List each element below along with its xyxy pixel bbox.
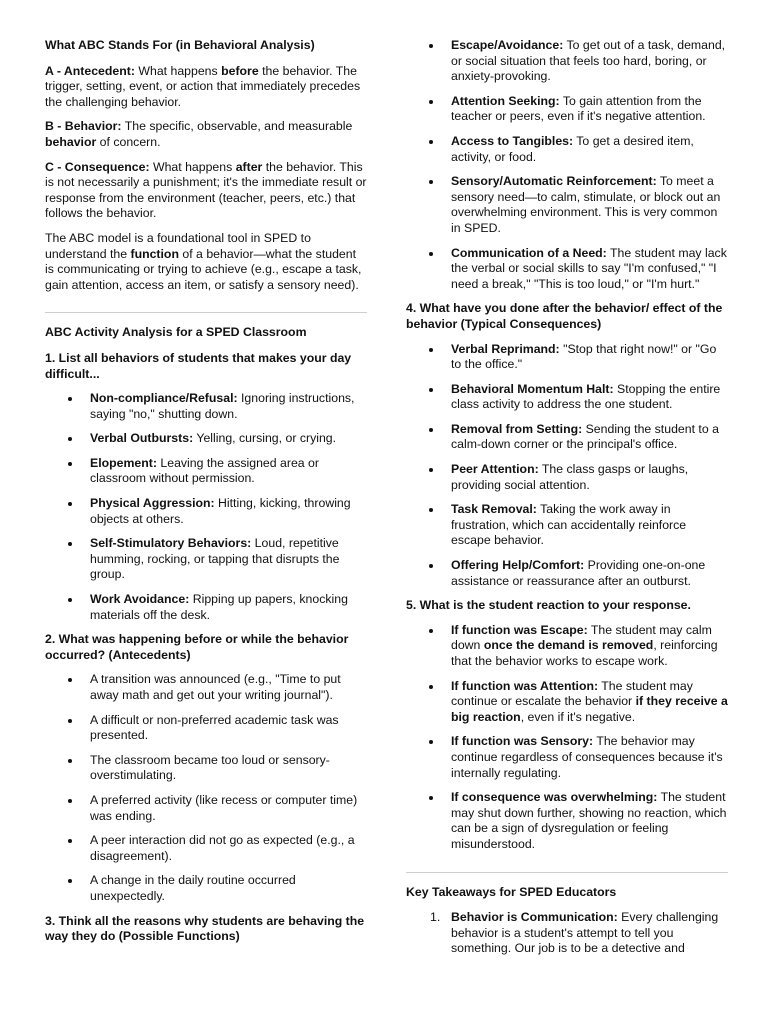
list-item [45, 592, 367, 623]
list-item [406, 910, 728, 957]
list-item [45, 793, 367, 824]
bold-text: once the demand is removed [483, 638, 654, 653]
bold-text: Non-compliance/Refusal: [90, 391, 238, 406]
bold-text: Verbal Outbursts: [90, 431, 194, 446]
consequences-list [406, 342, 728, 590]
bold-text: if they receive a big reaction [451, 694, 728, 724]
list-item [45, 496, 367, 527]
right-column [406, 38, 728, 966]
section-divider [406, 872, 728, 873]
bold-text: Verbal Reprimand: [451, 341, 560, 356]
text-run: A transition was announced (e.g., "Time to put away math and get out your writing journal"). [90, 672, 341, 702]
text-run: Hitting, kicking, throwing objects at others. [90, 496, 351, 526]
list-item [406, 558, 728, 589]
text-run: The student may lack the verbal or social skills to say "I'm confused," "I need a break," "This is too loud," or "I'm hurt." [451, 245, 727, 291]
list-item [406, 502, 728, 549]
text-run: of a behavior—what the student is communicating or trying to achieve (e.g., escape a task, gain attention, access an item, or satisfy a sensory need). [45, 246, 362, 292]
bold-text: Peer Attention: [451, 462, 539, 477]
bold-text: A - Antecedent: [45, 63, 135, 78]
list-item [45, 672, 367, 703]
bold-text: behavior [45, 134, 97, 149]
text-run: Stopping the entire class activity to address the one student. [451, 381, 721, 412]
list-item [406, 342, 728, 373]
text-run: , reinforcing that the behavior works to escape work. [451, 638, 718, 668]
text-run: To gain attention from the teacher or peers, even if it's negative attention. [451, 93, 706, 124]
bold-text: Attention Seeking: [451, 93, 560, 108]
text-run: A preferred activity (like recess or computer time) was ending. [90, 792, 358, 823]
text-run: of concern. [96, 134, 161, 149]
bold-text: Self-Stimulatory Behaviors: [90, 536, 252, 551]
bold-text: Physical Aggression: [90, 496, 215, 511]
intro-title: What ABC Stands For (in Behavioral Analysis) [45, 38, 315, 52]
bold-text: B - Behavior: [45, 119, 122, 134]
bold-text: If function was Attention: [451, 678, 599, 693]
list-item [406, 790, 728, 852]
text-run: To get a desired item, activity, or food. [451, 133, 694, 164]
bold-text: before [221, 63, 259, 78]
bold-text: Access to Tangibles: [451, 133, 574, 148]
list-item [45, 873, 367, 904]
text-run: the behavior. The trigger, setting, event, or action that immediately precedes the challenging behavior. [45, 63, 361, 109]
text-run: Every challenging behavior is a student's attempt to tell you something. Our job is to be a detective and [451, 910, 719, 956]
bold-text: function [130, 246, 179, 261]
list-item [406, 382, 728, 413]
text-run: To get out of a task, demand, or social situation that feels too hard, boring, or anxiety-provoking. [451, 38, 726, 84]
list-item [45, 536, 367, 583]
text-run: Yelling, cursing, or crying. [193, 431, 337, 446]
text-run: The ABC model is a foundational tool in SPED to understand the [45, 230, 311, 261]
list-item [406, 134, 728, 165]
text-run: The student may calm down [451, 622, 712, 653]
text-run: Loud, repetitive humming, rocking, or tapping that disrupts the group. [90, 536, 340, 582]
text-run: Ignoring instructions, saying "no," shutting down. [90, 391, 355, 421]
list-item [45, 391, 367, 422]
text-run: To meet a sensory need—to calm, stimulate, or block out an overwhelming environment. This is very common in SPED. [451, 174, 721, 235]
bold-text: If function was Sensory: [451, 734, 594, 749]
bold-text: Escape/Avoidance: [451, 38, 564, 52]
bold-text: Task Removal: [451, 502, 537, 517]
bold-text: Work Avoidance: [90, 592, 190, 607]
list-item [406, 734, 728, 781]
list-item [45, 431, 367, 447]
section-divider [45, 312, 367, 313]
bold-text: If function was Escape: [451, 622, 588, 637]
list-item [406, 246, 728, 293]
text-run: What happens [134, 63, 222, 78]
text-run: The student may shut down further, showing no reaction, which can be a sign of dysregulation or feeling misunderstood. [451, 790, 727, 851]
text-run: The specific, observable, and measurable [121, 119, 353, 134]
bold-text: Behavior is Communication: [451, 910, 618, 925]
text-run: "Stop that right now!" or "Go to the office." [451, 341, 717, 372]
bold-text: C - Consequence: [45, 159, 150, 174]
bold-text: Elopement: [90, 455, 157, 470]
text-run: The student may continue or escalate the behavior [451, 678, 693, 709]
list-item [406, 174, 728, 236]
list-item [45, 753, 367, 784]
text-run: Taking the work away in frustration, which can accidentally reinforce escape behavior. [451, 502, 687, 548]
bold-text: If consequence was overwhelming: [451, 790, 658, 805]
list-item [406, 679, 728, 726]
bold-text: Behavioral Momentum Halt: [451, 381, 614, 396]
list-item [45, 456, 367, 487]
question-2-heading: 2. What was happening before or while the behavior occurred? (Antecedents) [45, 632, 349, 662]
text-run: the behavior. This is not necessarily a punishment; it's the immediate result or response from the environment (teacher, peers, etc.) that follows the behavior. [45, 159, 367, 221]
text-run: A difficult or non-preferred academic task was presented. [90, 712, 339, 743]
list-item [45, 833, 367, 864]
behavior-definition [45, 119, 367, 150]
bold-text: after [235, 159, 263, 174]
abc-model-paragraph [45, 231, 367, 293]
antecedents-list [45, 672, 367, 904]
text-run: Sending the student to a calm-down corner or the principal's office. [451, 421, 719, 452]
list-item [406, 623, 728, 670]
bold-text: Sensory/Automatic Reinforcement: [451, 174, 657, 189]
list-item [406, 422, 728, 453]
bold-text: Communication of a Need: [451, 245, 607, 260]
behaviors-list [45, 391, 367, 623]
left-column [45, 38, 367, 954]
list-item [45, 713, 367, 744]
takeaways-list [406, 910, 728, 957]
text-run: The class gasps or laughs, providing social attention. [451, 462, 689, 492]
question-4-heading: 4. What have you done after the behavior/ effect of the behavior (Typical Consequences) [406, 301, 723, 331]
text-run: Ripping up papers, knocking materials off the desk. [90, 592, 348, 622]
list-item [406, 94, 728, 125]
reactions-list [406, 623, 728, 853]
question-5-heading: 5. What is the student reaction to your response. [406, 598, 691, 613]
text-run: Leaving the assigned area or classroom without permission. [90, 455, 319, 486]
consequence-definition [45, 160, 367, 222]
text-run: Providing one-on-one assistance or reassurance after an outburst. [451, 558, 706, 588]
text-run: The classroom became too loud or sensory-overstimulating. [90, 752, 330, 783]
question-1-heading: 1. List all behaviors of students that makes your day difficult... [45, 350, 352, 381]
list-item [406, 462, 728, 493]
text-run: The behavior may continue regardless of consequences because it's internally regulating. [451, 734, 723, 780]
antecedent-definition [45, 64, 367, 111]
bold-text: Offering Help/Comfort: [451, 558, 585, 573]
text-run: A peer interaction did not go as expected (e.g., a disagreement). [90, 833, 355, 863]
question-3-heading: 3. Think all the reasons why students are behaving the way they do (Possible Functions) [45, 913, 365, 944]
list-item [406, 38, 728, 85]
text-run: What happens [149, 159, 236, 174]
activity-title: ABC Activity Analysis for a SPED Classroom [45, 325, 307, 340]
takeaways-title: Key Takeaways for SPED Educators [406, 884, 617, 899]
bold-text: Removal from Setting: [451, 421, 583, 436]
text-run: A change in the daily routine occurred unexpectedly. [90, 873, 296, 903]
text-run: , even if it's negative. [520, 709, 636, 724]
functions-list [406, 38, 728, 292]
